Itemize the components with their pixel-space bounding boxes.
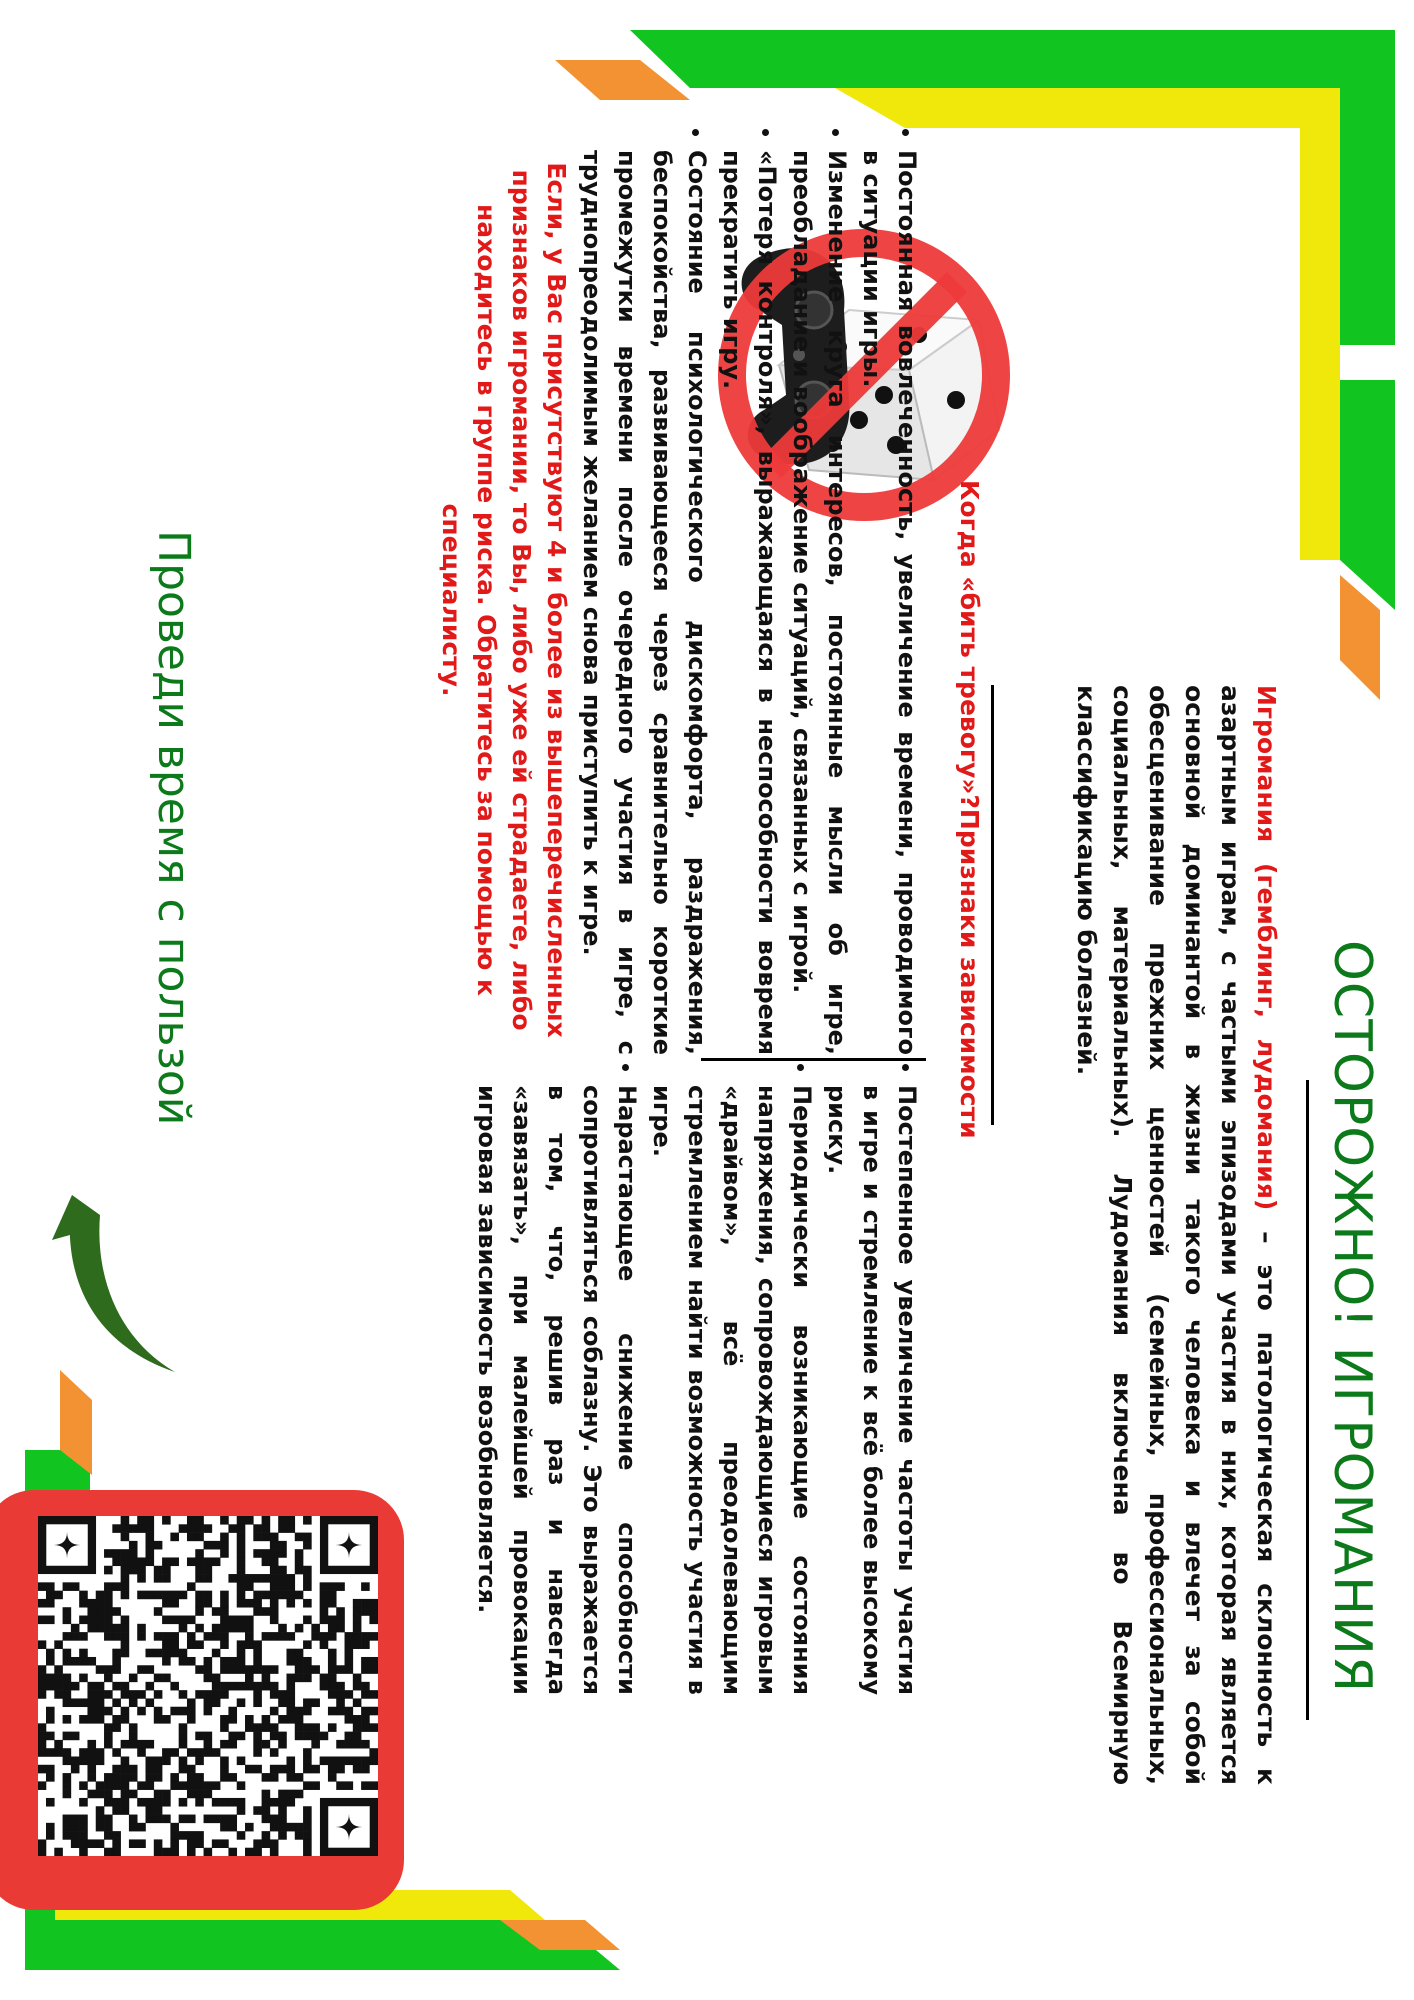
definition-text: – это патологическая склонность к азартным играм, с частыми эпизодами участия в них, которая является основной доминантой в жизни такого человека и влечет за собой обесценивание прежних ценностей (семейных, профессиональных, социальных, материальных). Лудомания включена во Всемирную классификацию болезней. xyxy=(1072,685,1281,1785)
signs-heading: Когда «бить тревогу»?Признаки зависимости xyxy=(955,480,984,1139)
intro-paragraph xyxy=(1068,685,1284,1785)
list-item: • Периодически возникающие состояния напряжения, сопровождающиеся игровым «драйвом», всё преодолевающим стремлением найти возможность участия в игре. xyxy=(644,1085,819,1695)
signs-list-left xyxy=(574,120,924,1055)
list-item: • Постепенное увеличение частоты участия в игре и стремление к всё более высокому риску. xyxy=(819,1085,924,1695)
qr-finder-pattern xyxy=(320,1798,378,1856)
divider xyxy=(1306,1080,1309,1720)
warning-text: Если, у Вас присутствуют 4 и более из вышеперечисленных признаков игромании, то Вы, либо уже ей страдаете, либо находитесь в группе риска. Обратитесь за помощью к специалисту. xyxy=(437,162,571,1038)
list-item: • Состояние психологического дискомфорта, раздражения, беспокойства, развивающееся через сравнительно короткие промежутки времени после очередного участия в игре, с труднопреодолимым желанием снова приступить к игре. xyxy=(574,150,714,1055)
list-item: • Нарастающее снижение способности сопротивляться соблазну. Это выражается в том, что, решив раз и навсегда «завязать», при малейшей провокации игровая зависимость возобновляется. xyxy=(469,1085,644,1695)
slogan: Проведи время с пользой xyxy=(148,530,199,1126)
list-item: • Изменение круга интересов, постоянные мысли об игре, преобладание и воображение ситуаций, связанных с игрой. xyxy=(784,150,854,1055)
list-item: • «Потеря контроля», выражающаяся в неспособности вовремя прекратить игру. xyxy=(714,150,784,1055)
qr-finder-pattern xyxy=(38,1516,96,1574)
signs-list-right xyxy=(469,1055,924,1695)
qr-finder-pattern xyxy=(320,1516,378,1574)
qr-code-icon[interactable] xyxy=(38,1516,378,1856)
page-title: ОСТОРОЖНО! ИГРОМАНИЯ xyxy=(1322,940,1382,1694)
divider xyxy=(991,685,994,1125)
list-item: • Постоянная вовлеченность, увеличение времени, проводимого в ситуации игры. xyxy=(854,150,924,1055)
term-highlight: Игромания (гемблинг, лудомания) xyxy=(1252,685,1281,1211)
